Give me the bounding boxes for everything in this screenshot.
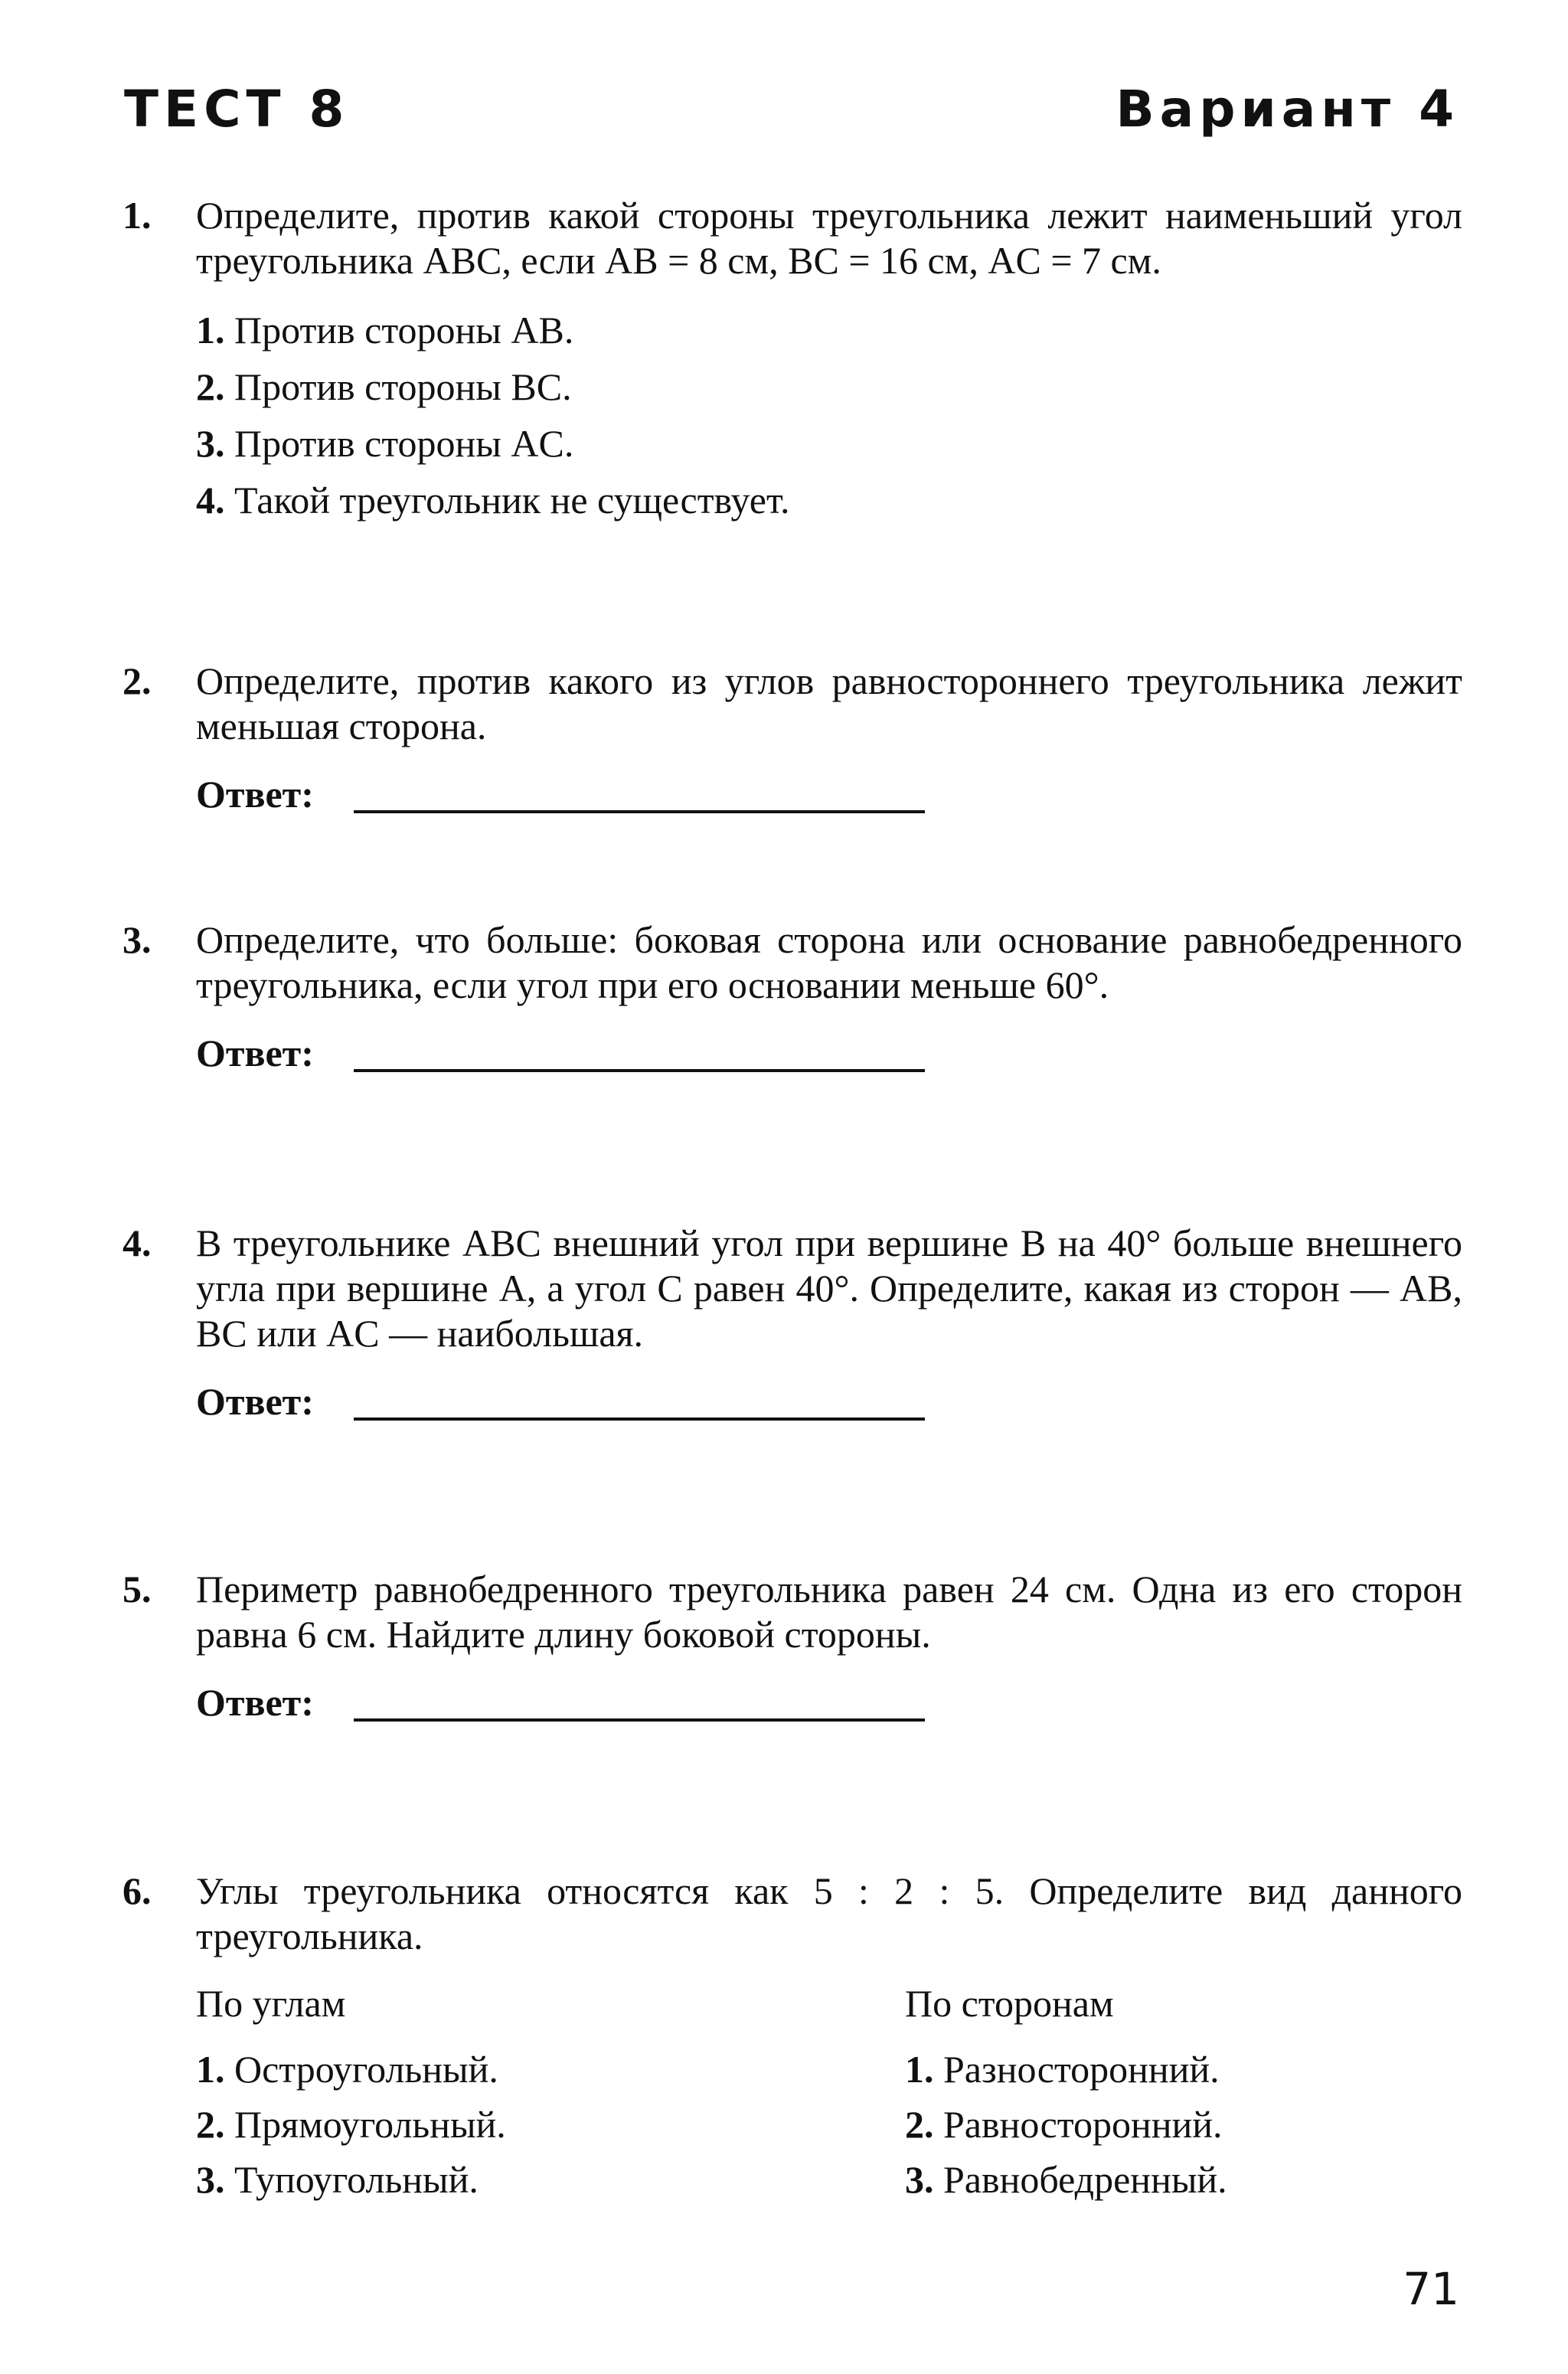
answer-option[interactable] bbox=[196, 415, 1462, 472]
answer-field[interactable] bbox=[196, 1680, 1462, 1726]
answer-label: Ответ: bbox=[196, 1380, 314, 1423]
answer-field[interactable] bbox=[196, 772, 1462, 818]
answer-label: Ответ: bbox=[196, 773, 314, 816]
answer-line[interactable] bbox=[354, 1069, 925, 1072]
question-2 bbox=[122, 659, 1462, 818]
option-text: Такой треугольник не существует. bbox=[234, 479, 790, 522]
question-number: 1. bbox=[122, 194, 152, 237]
answer-label: Ответ: bbox=[196, 1032, 314, 1074]
option-number: 2. bbox=[196, 2103, 225, 2146]
question-text: Определите, что больше: боковая сторона или основание равнобедренного треугольника, если угол при его основании меньше 60°. bbox=[196, 918, 1462, 1006]
option-number: 3. bbox=[905, 2158, 934, 2201]
variant-title: Вариант 4 bbox=[1116, 80, 1459, 139]
option-number: 3. bbox=[196, 422, 225, 465]
option-number: 1. bbox=[196, 309, 225, 352]
classification-columns bbox=[196, 1980, 1462, 2210]
question-5 bbox=[122, 1567, 1462, 1726]
answer-options bbox=[196, 302, 1462, 528]
answer-line[interactable] bbox=[354, 1718, 925, 1722]
question-text: Углы треугольника относятся как 5 : 2 : 5. Определите вид данного треугольника. bbox=[196, 1869, 1462, 1957]
answer-option[interactable] bbox=[905, 2042, 1227, 2097]
question-number: 6. bbox=[122, 1869, 152, 1912]
answer-option[interactable] bbox=[196, 302, 1462, 358]
option-number: 2. bbox=[905, 2103, 934, 2146]
question-number: 2. bbox=[122, 659, 152, 702]
answer-option[interactable] bbox=[905, 2152, 1227, 2207]
option-number: 4. bbox=[196, 479, 225, 522]
sides-column bbox=[905, 1980, 1227, 2207]
column-heading: По углам bbox=[196, 1982, 346, 2025]
option-text: Остроугольный. bbox=[234, 2048, 498, 2091]
column-heading: По сторонам bbox=[905, 1982, 1114, 2025]
question-text: Определите, против какой стороны треугольника лежит наименьший угол треугольника ABC, если AB = 8 см, BC = 16 см, AC = 7 см. bbox=[196, 194, 1462, 282]
question-number: 5. bbox=[122, 1568, 152, 1610]
answer-line[interactable] bbox=[354, 1418, 925, 1421]
test-title: ТЕСТ 8 bbox=[124, 80, 350, 139]
question-number: 4. bbox=[122, 1221, 152, 1264]
answer-option[interactable] bbox=[196, 2152, 506, 2207]
answer-line[interactable] bbox=[354, 810, 925, 813]
answer-field[interactable] bbox=[196, 1379, 1462, 1425]
question-text: Определите, против какого из углов равностороннего треугольника лежит меньшая сторона. bbox=[196, 659, 1462, 747]
option-text: Против стороны AC. bbox=[234, 422, 574, 465]
option-number: 1. bbox=[196, 2048, 225, 2091]
option-text: Прямоугольный. bbox=[234, 2103, 506, 2146]
option-text: Против стороны BC. bbox=[234, 365, 572, 408]
question-4 bbox=[122, 1221, 1462, 1425]
option-number: 2. bbox=[196, 365, 225, 408]
question-6 bbox=[122, 1869, 1462, 2210]
option-text: Тупоугольный. bbox=[234, 2158, 479, 2201]
answer-label: Ответ: bbox=[196, 1681, 314, 1724]
answer-option[interactable] bbox=[196, 2097, 506, 2152]
question-text: Периметр равнобедренного треугольника равен 24 см. Одна из его сторон равна 6 см. Найдите длину боковой стороны. bbox=[196, 1568, 1462, 1656]
question-text: В треугольнике ABC внешний угол при вершине B на 40° больше внешнего угла при вершине A, а угол C равен 40°. Определите, какая из сторон — AB, BC или AC — наибольшая. bbox=[196, 1221, 1462, 1355]
question-3 bbox=[122, 917, 1462, 1077]
option-number: 3. bbox=[196, 2158, 225, 2201]
option-text: Равносторонний. bbox=[943, 2103, 1223, 2146]
answer-option[interactable] bbox=[196, 358, 1462, 415]
question-1 bbox=[122, 193, 1462, 528]
answer-option[interactable] bbox=[196, 2042, 506, 2097]
option-text: Разносторонний. bbox=[943, 2048, 1220, 2091]
option-text: Равнобедренный. bbox=[943, 2158, 1227, 2201]
option-number: 1. bbox=[905, 2048, 934, 2091]
option-text: Против стороны AB. bbox=[234, 309, 574, 352]
page-number: 71 bbox=[1403, 2263, 1459, 2315]
answer-option[interactable] bbox=[196, 472, 1462, 528]
answer-field[interactable] bbox=[196, 1031, 1462, 1077]
angles-column bbox=[196, 1980, 506, 2207]
question-number: 3. bbox=[122, 918, 152, 961]
answer-option[interactable] bbox=[905, 2097, 1227, 2152]
